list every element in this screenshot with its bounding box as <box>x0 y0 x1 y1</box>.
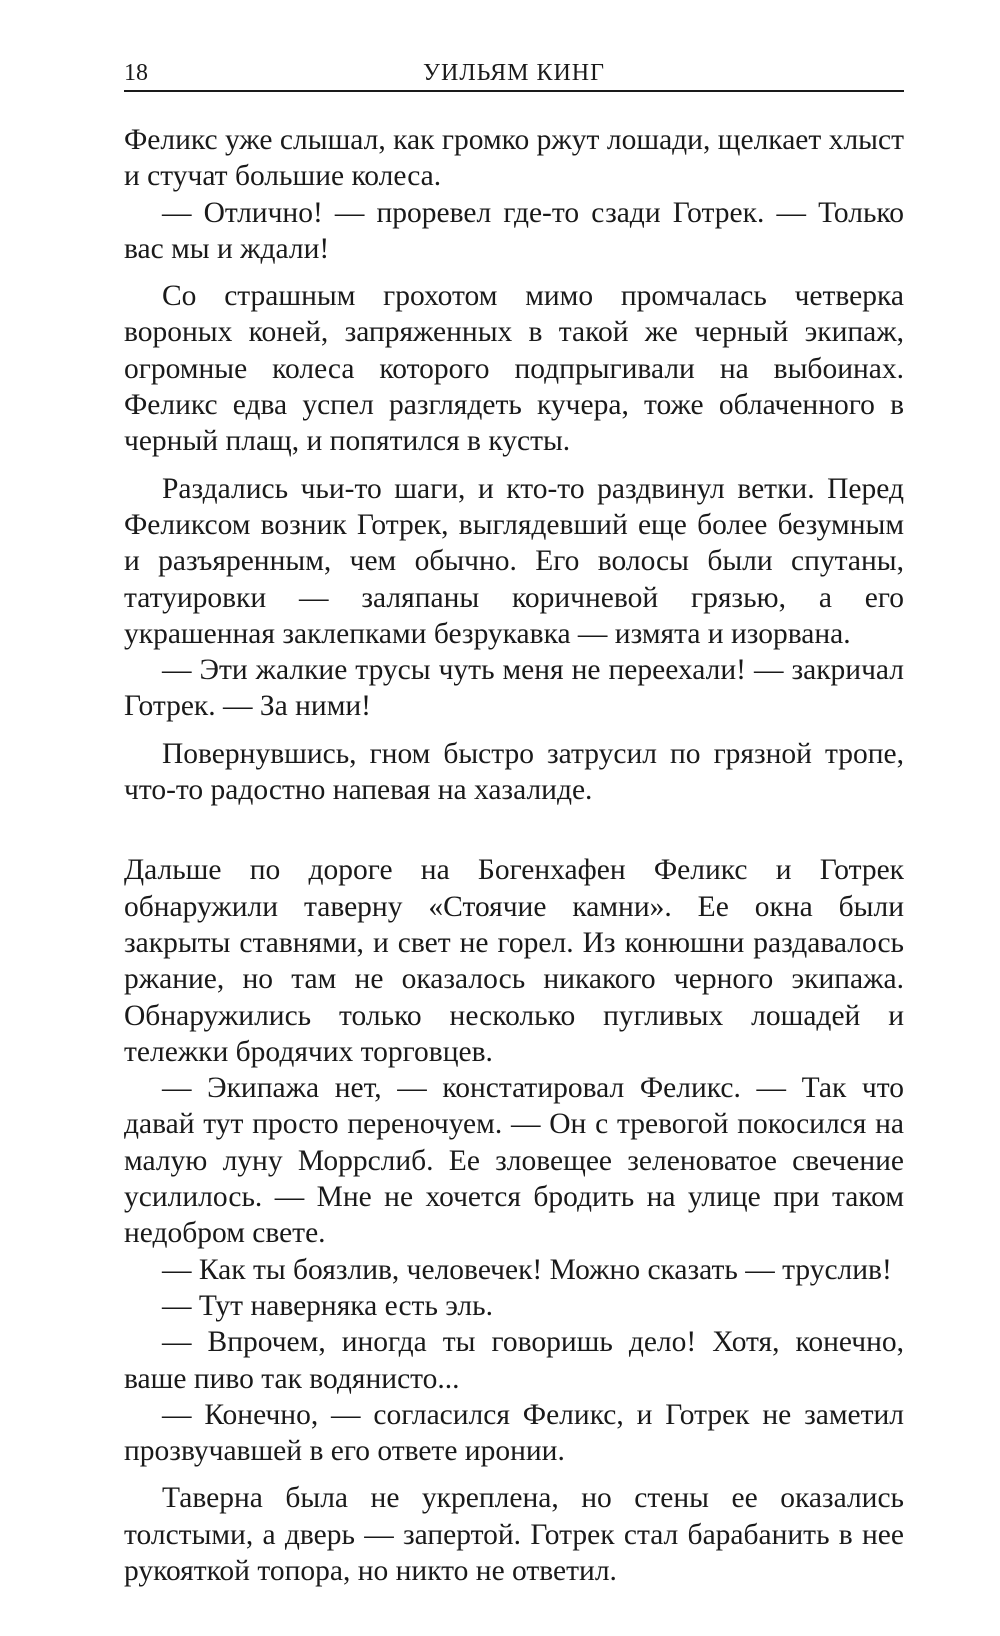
paragraph: — Тут наверняка есть эль. <box>162 1289 493 1322</box>
book-page <box>124 0 904 1636</box>
paragraph: — Конечно, — согласился Феликс, и Готрек не заметил прозвучавшей в его ответе иронии. <box>124 1398 904 1468</box>
body-text <box>124 122 904 1589</box>
paragraph: Феликс уже слышал, как громко ржут лошади, щелкает хлыст и стучат большие колеса. <box>124 124 904 193</box>
paragraph: Таверна была не укреплена, но стены ее оказались толстыми, а дверь — запертой. Готрек стал барабанить в нее рукояткой топора, но никто не ответил. <box>124 1482 904 1587</box>
paragraph: — Отлично! — проревел где-то сзади Готрек. — Только вас мы и ждали! <box>124 196 904 265</box>
paragraph: — Экипажа нет, — констатировал Феликс. — Так что давай тут просто переночуем. — Он с тревогой покосился на малую луну Моррслиб. Ее зловещее зеленоватое свечение усилилось. — Мне не хочется бродить на улице при таком недобром свете. <box>124 1072 904 1250</box>
section-break <box>124 808 904 852</box>
page-header <box>124 50 904 92</box>
paragraph: Со страшным грохотом мимо промчалась четверка вороных коней, запряженных в такой же черный экипаж, огромные колеса которого подпрыгивали на выбоинах. Феликс едва успел разглядеть кучера, тоже облаченного в черный плащ, и попятился в кусты. <box>124 280 904 458</box>
paragraph: — Эти жалкие трусы чуть меня не переехали! — закричал Готрек. — За ними! <box>124 654 904 723</box>
paragraph: Дальше по дороге на Богенхафен Феликс и Готрек обнаружили таверну «Стоячие камни». Ее окна были закрыты ставнями, и свет не горел. Из конюшни раздавалось ржание, но там не оказалось никакого черного экипажа. Обнаружились только несколько пугливых лошадей и тележки бродячих торговцев. <box>124 854 904 1068</box>
paragraph: — Как ты боязлив, человечек! Можно сказать — труслив! <box>162 1253 892 1286</box>
paragraph: Раздались чьи-то шаги, и кто-то раздвинул ветки. Перед Феликсом возник Готрек, выглядевший еще более безумным и разъяренным, чем обычно. Его волосы были спутаны, татуировки — заляпаны коричневой грязью, а его украшенная заклепками безрукавка — измята и изорвана. <box>124 472 904 650</box>
paragraph: — Впрочем, иногда ты говоришь дело! Хотя, конечно, ваше пиво так водянисто... <box>124 1326 904 1395</box>
running-title: УИЛЬЯМ КИНГ <box>423 60 605 86</box>
paragraph: Повернувшись, гном быстро затрусил по грязной тропе, что-то радостно напевая на хазалиде. <box>124 737 904 807</box>
page-number: 18 <box>124 60 148 86</box>
